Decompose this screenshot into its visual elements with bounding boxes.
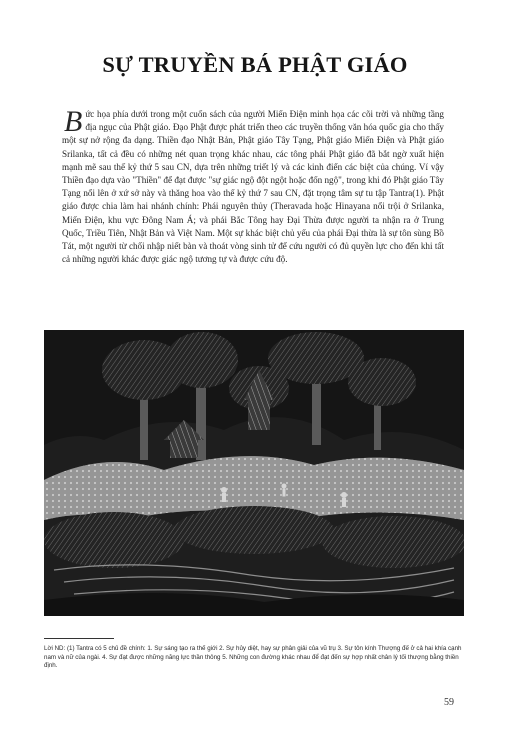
page-number: 59 (444, 697, 454, 708)
body-text (62, 105, 444, 266)
footnote-rule (44, 638, 114, 639)
illustration (44, 330, 464, 616)
woodcut-illustration (44, 330, 464, 616)
page-title: SỰ TRUYỀN BÁ PHẬT GIÁO (102, 52, 408, 77)
footnote: Lời ND: (1) Tantra có 5 chủ đề chính: 1. Sự sáng tạo ra thế giới 2. Sự hủy diệt, hay sự phân giải của vũ trụ 3. Sự tôn kính Thượng đế ở cả hai khía cạnh nam và nữ của ngài. 4. Sự đạt được những năng lực thần thông 5. Những con đường khác nhau để đạt đến sự hợp nhất chân lý tối thượng bằng thiền định. (44, 645, 462, 670)
drop-cap: B (64, 105, 83, 138)
body-paragraph: ức họa phía dưới trong một cuốn sách của người Miến Điện minh họa các cõi trời và những tầng địa ngục của Phật giáo. Đạo Phật được phát triển theo các truyền thống văn hóa quốc gia cho thấy một sự nở rộng đa dạng. Thiền đạo Nhật Bản, Phật giáo Tây Tạng, Phật giáo Miến Điện và Phật giáo Srilanka, tất cả đều có những nét quan trọng khác nhau, các tông phái Phật giáo đã bắt ngờ xuất hiện mạnh mẽ sau thế kỷ thứ 5 sau CN, dựa trên những triết lý và các kinh điển các biệt của chúng. Ví vậy Thiền đạo dựa vào "Thiền" để đạt được "sự giác ngộ đột ngột hoặc đốn ngộ", trong khi đó Phật giáo Tây Tạng nổi lên ở xứ sở này và thăng hoa vào thế kỷ thứ 7 sau CN, đặt trọng tâm sự tu tập Tantra(1). Phật giáo được chia làm hai nhánh chính: Phái nguyên thủy (Theravada hoặc Hinayana nổi trội ở Srilanka, Miến Điện, khu vực Đông Nam Á; và phái Bắc Tông hay Đại Thừa được người ta nhận ra ở Trung Quốc, Triều Tiên, Nhật Bản và Việt Nam. Một sự khác biệt chủ yếu của phái Đại thừa là sự tôn sùng Bồ Tát, một người từ chối nhập niết bàn và thoát vòng sinh tử để cứu người có đủ quyền lực cho đến khi tất cả những người khác được giác ngộ tương tự và được cứu độ. (62, 109, 444, 265)
